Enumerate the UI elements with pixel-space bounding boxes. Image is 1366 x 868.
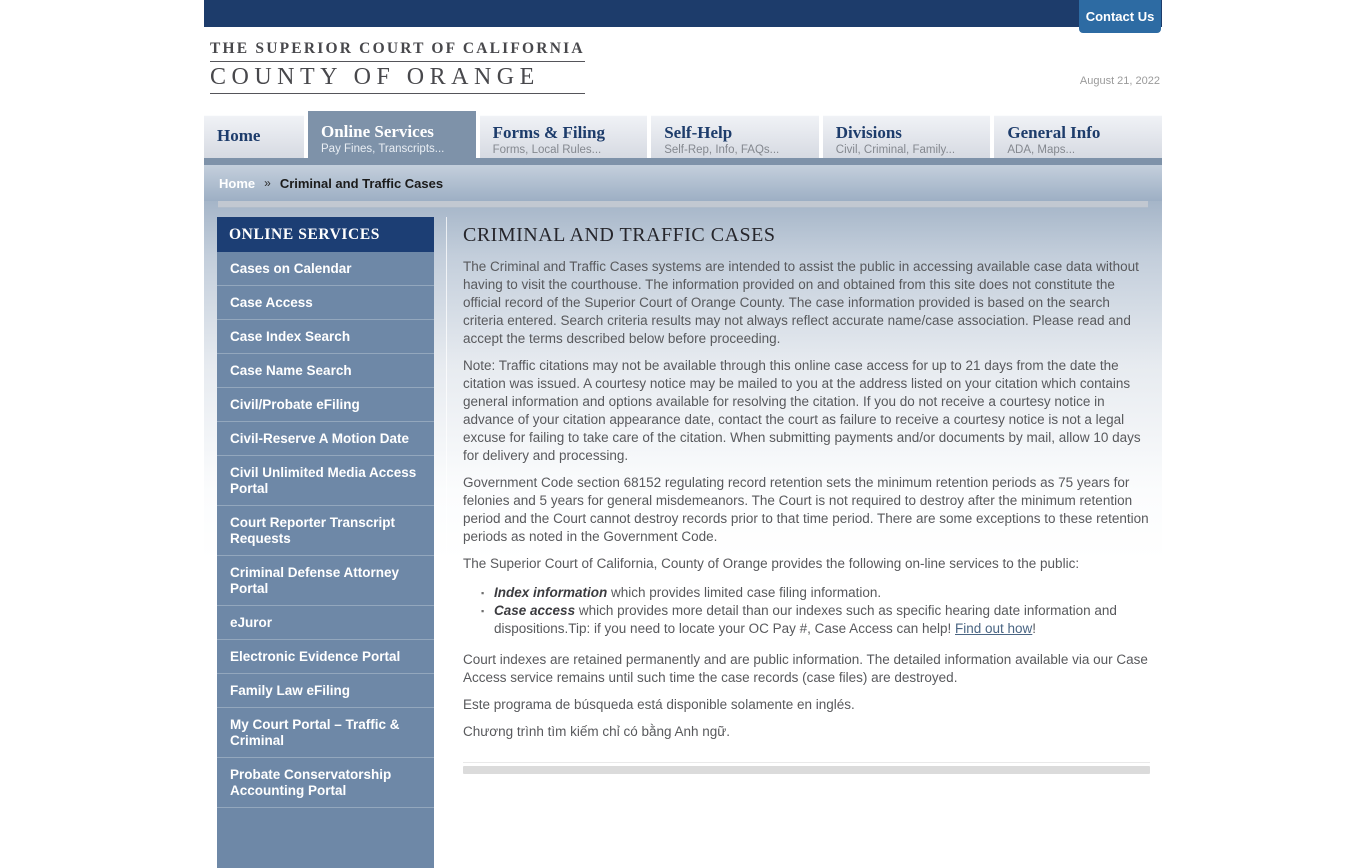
- site-header: [204, 27, 1162, 115]
- index-information-label: Index information: [494, 585, 608, 600]
- content-area: [204, 201, 1162, 798]
- sidebar-item-case-name-search[interactable]: Case Name Search: [217, 354, 434, 388]
- nav-tab-online-services[interactable]: [308, 111, 476, 165]
- top-bar: [204, 0, 1162, 27]
- case-access-text: which provides more detail than our indexes such as specific hearing date information and dispositions.Tip: if you need to locate your OC Pay #, Case Access can help!: [494, 603, 1117, 636]
- sidebar-item-criminal-defense-attorney-portal[interactable]: Criminal Defense Attorney Portal: [217, 556, 434, 606]
- main-nav: [204, 115, 1162, 158]
- sidebar-item-electronic-evidence-portal[interactable]: Electronic Evidence Portal: [217, 640, 434, 674]
- list-item: [481, 584, 1150, 602]
- services-list: [463, 584, 1150, 638]
- vietnamese-paragraph: Chương trình tìm kiếm chỉ có bằng Anh ngữ.: [463, 724, 731, 739]
- sidebar-item-case-access[interactable]: Case Access: [217, 286, 434, 320]
- contact-us-button[interactable]: Contact Us: [1079, 0, 1161, 33]
- bottom-divider-bar: [463, 766, 1150, 774]
- sidebar-item-civil-reserve-motion-date[interactable]: Civil-Reserve A Motion Date: [217, 422, 434, 456]
- sidebar-item-cases-on-calendar[interactable]: Cases on Calendar: [217, 252, 434, 286]
- case-access-label: Case access: [494, 603, 576, 618]
- nav-tab-label: Forms & Filing: [492, 123, 605, 142]
- nav-tab-divisions[interactable]: [823, 115, 991, 158]
- nav-tab-label: General Info: [1007, 123, 1101, 142]
- logo-line-1: THE SUPERIOR COURT OF CALIFORNIA: [210, 40, 585, 62]
- sidebar-item-my-court-portal[interactable]: My Court Portal – Traffic & Criminal: [217, 708, 434, 758]
- page-container: [204, 0, 1162, 798]
- bottom-divider-line: [463, 762, 1150, 763]
- sidebar-item-civil-probate-efiling[interactable]: Civil/Probate eFiling: [217, 388, 434, 422]
- note-paragraph: Note: Traffic citations may not be available through this online case access for up to 21 days from the date the citation was issued. A courtesy notice may be mailed to you at the address listed on your citation which contains general information and options available for resolving the citation. If you do not receive a courtesy notice in advance of your citation appearance date, contact the court as failure to receive a courtesy notice is not a legal excuse for failing to take care of the citation. When submitting payments and/or documents by mail, allow 10 days for delivery and processing.: [463, 358, 1141, 463]
- breadcrumb-separator: »: [264, 176, 271, 190]
- find-out-how-link[interactable]: Find out how: [955, 621, 1033, 636]
- nav-tab-label: Self-Help: [664, 123, 733, 142]
- breadcrumb-current-page: Criminal and Traffic Cases: [279, 175, 444, 191]
- services-intro-paragraph: The Superior Court of California, County of Orange provides the following on-line services to the public:: [463, 556, 1080, 571]
- retention-paragraph: Government Code section 68152 regulating record retention sets the minimum retention periods as 75 years for felonies and 5 years for general misdemeanors. The Court is not required to destroy after the minimum retention period and the Court cannot destroy records prior to that time period. There are some exceptions to these retention periods as noted in the Government Code.: [463, 475, 1149, 544]
- sidebar-header: ONLINE SERVICES: [217, 217, 434, 252]
- indexes-paragraph: Court indexes are retained permanently and are public information. The detailed information available via our Case Access service remains until such time the case records (case files) are destroyed.: [463, 652, 1148, 685]
- breadcrumb-divider-bar: [218, 201, 1148, 208]
- sidebar-item-court-reporter-transcript-requests[interactable]: Court Reporter Transcript Requests: [217, 506, 434, 556]
- nav-tab-subtext: Civil, Criminal, Family...: [835, 144, 956, 156]
- nav-tab-subtext: ADA, Maps...: [1007, 144, 1076, 156]
- intro-paragraph: The Criminal and Traffic Cases systems are intended to assist the public in accessing available case data without having to visit the courthouse. The information provided on and obtained from this site does not constitute the official record of the Superior Court of Orange County. The case information provided is based on the search criteria entered. Search criteria results may not always reflect accurate name/case association. Please read and accept the terms described below before proceeding.: [463, 259, 1139, 346]
- main-content: [446, 217, 1150, 774]
- exclamation-text: !: [1032, 621, 1037, 636]
- sidebar-list: [217, 252, 434, 868]
- page-title: CRIMINAL AND TRAFFIC CASES: [463, 224, 776, 246]
- current-date: August 21, 2022: [1079, 75, 1160, 87]
- list-item: [481, 602, 1150, 638]
- nav-tab-subtext: Pay Fines, Transcripts...: [321, 143, 445, 155]
- sidebar-item-case-index-search[interactable]: Case Index Search: [217, 320, 434, 354]
- nav-tab-forms-filing[interactable]: [480, 115, 648, 158]
- court-logo[interactable]: [210, 40, 585, 94]
- sidebar-item-probate-conservatorship-accounting-portal[interactable]: Probate Conservatorship Accounting Portal: [217, 758, 434, 808]
- nav-tab-home[interactable]: [204, 115, 304, 158]
- breadcrumb-home-link[interactable]: Home: [219, 175, 256, 191]
- nav-tab-general-info[interactable]: [994, 115, 1162, 158]
- nav-tab-label: Divisions: [835, 123, 902, 142]
- nav-tab-label: Home: [217, 126, 261, 145]
- breadcrumb: [204, 165, 1162, 201]
- nav-tab-self-help[interactable]: [651, 115, 819, 158]
- nav-tab-subtext: Self-Rep, Info, FAQs...: [664, 144, 780, 156]
- logo-line-2: COUNTY OF ORANGE: [210, 64, 540, 90]
- nav-tab-subtext: Forms, Local Rules...: [492, 144, 602, 156]
- online-services-sidebar: [217, 217, 434, 868]
- nav-tab-label: Online Services: [321, 122, 434, 141]
- sidebar-item-civil-unlimited-media-access-portal[interactable]: Civil Unlimited Media Access Portal: [217, 456, 434, 506]
- spanish-paragraph: Este programa de búsqueda está disponible solamente en inglés.: [463, 697, 855, 712]
- index-information-text: which provides limited case filing information.: [607, 585, 882, 600]
- sidebar-item-ejuror[interactable]: eJuror: [217, 606, 434, 640]
- sidebar-item-family-law-efiling[interactable]: Family Law eFiling: [217, 674, 434, 708]
